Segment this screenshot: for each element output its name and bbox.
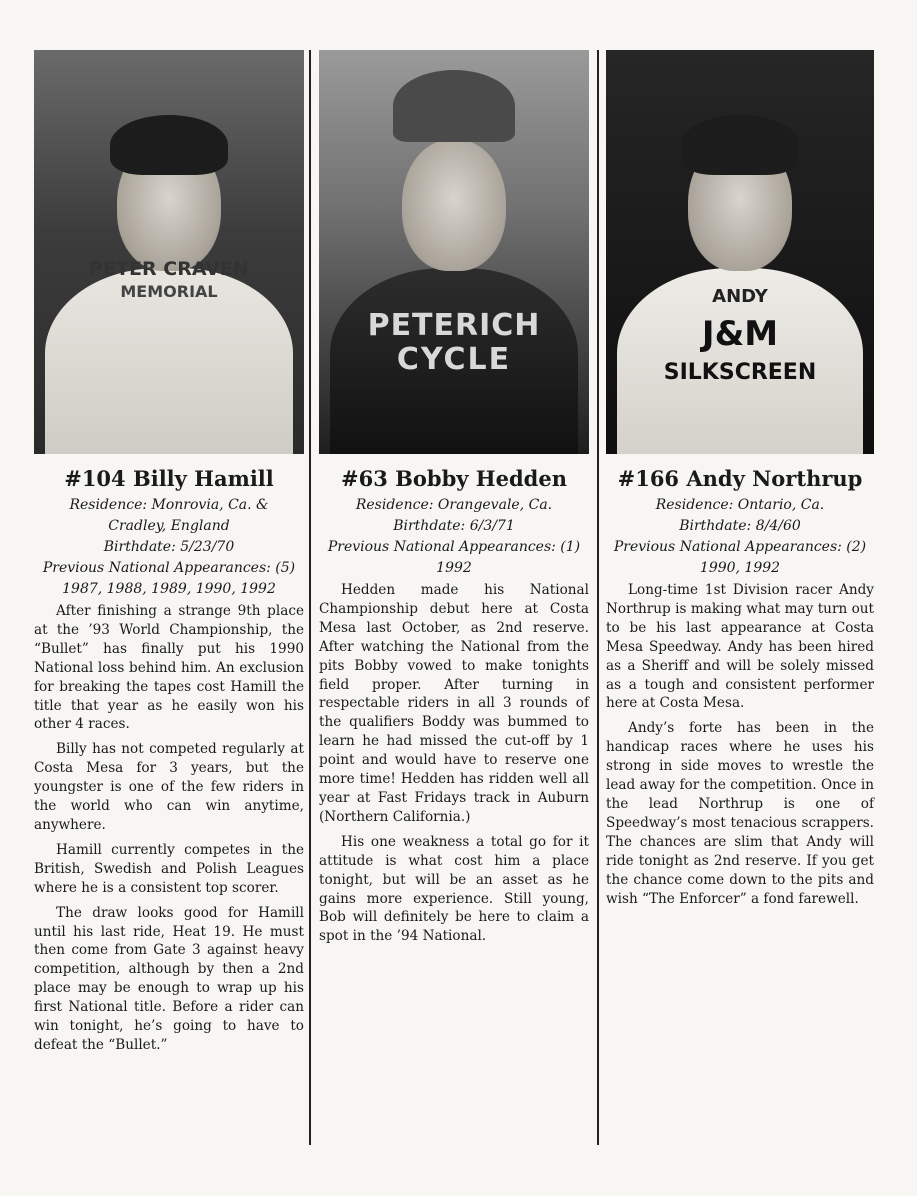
rider-appearances: Previous National Appearances: (5) — [42, 560, 296, 576]
rider-appearance-years: 1987, 1988, 1989, 1990, 1992 — [62, 581, 276, 597]
jersey-text: CYCLE — [396, 342, 512, 377]
rider-column-hamill — [34, 50, 304, 1061]
jersey-text: J&M — [701, 314, 779, 354]
rider-column-northrup — [606, 50, 874, 914]
bio-paragraph: Hedden made his National Championship debut here at Costa Mesa last October, as 2nd reserve. After watching the National from the pits Bobby vowed to make tonights field proper. After turning in respectable riders in all 3 rounds of the qualifiers Boddy was bummed to learn he had missed the cut-off by 1 point and would have to reserve one more time! Hedden has ridden well all year at Fast Fridays track in Auburn (Northern California.) — [319, 582, 589, 825]
bio-paragraph: Andy’s forte has been in the handicap races where he uses his strong in side moves to wrestle the lead away for the competition. Once in the lead Northrup is one of Speedway’s most tenacious scrappers. The chances are slim that Andy will ride tonight as 2nd reserve. If you get the chance come down to the pits and wish “The Enforcer” a fond farewell. — [606, 720, 874, 907]
bio-paragraph: His one weakness a total go for it attitude is what cost him a place tonight, but will be an asset as he gains more experience. Still young, Bob will definitely be here to claim a spot in the ’94 National. — [319, 833, 589, 945]
rider-appearances: Previous National Appearances: (2) — [613, 539, 867, 555]
column-divider — [309, 50, 311, 1145]
bio-paragraph: The draw looks good for Hamill until his last ride, Heat 19. He must then come from Gate 3 against heavy competition, although by then a 2nd place may be enough to wrap up his first National title. Before a rider can win tonight, he’s going to have to defeat the “Bullet.” — [34, 904, 304, 1053]
rider-residence: Residence: Monrovia, Ca. & — [69, 497, 269, 513]
rider-photo — [606, 50, 874, 454]
jersey-text: ANDY — [712, 286, 768, 307]
rider-name: #63 Bobby Hedden — [341, 466, 567, 491]
rider-name: #104 Billy Hamill — [64, 466, 274, 491]
rider-residence-cont: Cradley, England — [108, 518, 230, 534]
rider-residence: Residence: Ontario, Ca. — [655, 497, 825, 513]
rider-name: #166 Andy Northrup — [617, 466, 863, 491]
bio-paragraph: Hamill currently competes in the British, Swedish and Polish Leagues where he is a consistent top scorer. — [34, 841, 304, 896]
rider-column-hedden — [319, 50, 589, 952]
rider-appearance-years: 1992 — [436, 560, 472, 576]
jersey-text: PETER CRAVEN — [89, 258, 249, 280]
jersey-text: PETERICH — [367, 308, 541, 343]
bio-paragraph: After finishing a strange 9th place at the ’93 World Championship, the “Bullet” has finally put his 1990 National loss behind him. An exclusion for breaking the tapes cost Hamill the title that year as he easily won his other 4 races. — [34, 603, 304, 733]
bio-paragraph: Billy has not competed regularly at Costa Mesa for 3 years, but the youngster is one of the few riders in the world who can win anytime, anywhere. — [34, 741, 304, 833]
rider-residence: Residence: Orangevale, Ca. — [355, 497, 553, 513]
rider-birthdate: Birthdate: 5/23/70 — [103, 539, 235, 555]
rider-birthdate: Birthdate: 6/3/71 — [393, 518, 515, 534]
jersey-text: MEMORIAL — [120, 282, 218, 301]
rider-appearance-years: 1990, 1992 — [699, 560, 781, 576]
bio-paragraph: Long-time 1st Division racer Andy Northrup is making what may turn out to be his last appearance at Costa Mesa Speedway. Andy has been hired as a Sheriff and will be solely missed as a tough and consistent performer here at Costa Mesa. — [606, 582, 874, 712]
rider-photo — [319, 50, 589, 454]
rider-appearances: Previous National Appearances: (1) — [327, 539, 581, 555]
column-divider — [597, 50, 599, 1145]
rider-photo — [34, 50, 304, 454]
jersey-text: SILKSCREEN — [663, 360, 817, 385]
rider-birthdate: Birthdate: 8/4/60 — [679, 518, 801, 534]
